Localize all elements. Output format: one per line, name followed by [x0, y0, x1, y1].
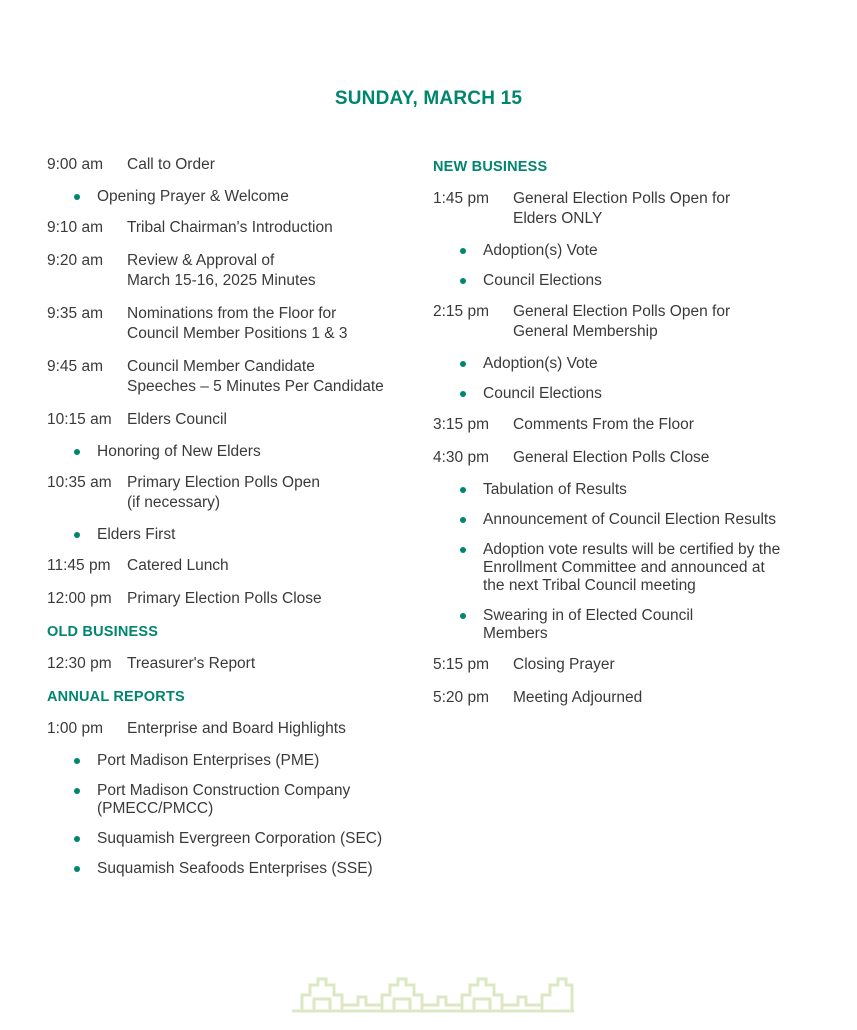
agenda-text: Call to Order: [127, 156, 215, 173]
agenda-bullet-line: Enrollment Committee and announced at: [483, 559, 765, 576]
agenda-bullet-line: Adoption vote results will be certified by the: [483, 541, 781, 558]
agenda-item-treasurer-report: [47, 654, 419, 674]
agenda-time: 9:20 am: [47, 252, 104, 269]
agenda-bullet: [433, 541, 833, 595]
agenda-bullet-line: Members: [483, 625, 548, 642]
agenda-item-candidate-speeches: [47, 357, 419, 397]
agenda-bullet: Elders First: [47, 526, 419, 544]
agenda-bullet: Port Madison Enterprises (PME): [47, 752, 419, 770]
agenda-item-call-to-order: [47, 155, 419, 175]
agenda-time: 9:00 am: [47, 156, 104, 173]
agenda-time: 9:10 am: [47, 219, 104, 236]
agenda-bullet: Adoption(s) Vote: [433, 242, 833, 260]
agenda-bullet: Council Elections: [433, 385, 833, 403]
agenda-time: 12:00 pm: [47, 590, 112, 607]
agenda-text-line: (if necessary): [127, 494, 221, 511]
agenda-time: 11:45 pm: [47, 557, 111, 574]
agenda-bullet-line: Port Madison Construction Company: [97, 782, 351, 799]
page-title: SUNDAY, MARCH 15: [334, 88, 523, 109]
agenda-text: Elders Council: [127, 411, 227, 428]
agenda-text: [127, 304, 419, 344]
agenda-left-column: [47, 155, 419, 890]
agenda-text: [127, 251, 419, 291]
agenda-item-nominations: [47, 304, 419, 344]
agenda-time: 5:15 pm: [433, 656, 490, 673]
agenda-bullet-line: Swearing in of Elected Council: [483, 607, 694, 624]
section-heading-old-business: OLD BUSINESS: [47, 624, 159, 640]
agenda-text-line: Nominations from the Floor for: [127, 305, 337, 322]
agenda-text: Comments From the Floor: [513, 416, 694, 433]
agenda-time: 2:15 pm: [433, 303, 490, 320]
agenda-item-adjourned: [433, 688, 833, 708]
agenda-text-line: Elders ONLY: [513, 210, 603, 227]
agenda-time: 3:15 pm: [433, 416, 490, 433]
agenda-text-line: Primary Election Polls Open: [127, 474, 320, 491]
agenda-bullet: Opening Prayer & Welcome: [47, 188, 419, 206]
agenda-text-line: Review & Approval of: [127, 252, 275, 269]
agenda-item-polls-close: [433, 448, 833, 468]
agenda-time: 4:30 pm: [433, 449, 490, 466]
agenda-bullet: Announcement of Council Election Results: [433, 511, 833, 529]
agenda-item-review-minutes: [47, 251, 419, 291]
agenda-right-column: [433, 155, 833, 721]
agenda-item-primary-polls-open: [47, 473, 419, 513]
agenda-item-elders-polls-open: [433, 189, 833, 229]
agenda-time: 9:35 am: [47, 305, 104, 322]
agenda-bullet: Tabulation of Results: [433, 481, 833, 499]
agenda-bullet: Suquamish Evergreen Corporation (SEC): [47, 830, 419, 848]
agenda-bullet: Council Elections: [433, 272, 833, 290]
agenda-text-line: General Election Polls Open for: [513, 303, 731, 320]
agenda-bullet: [433, 607, 833, 643]
agenda-time: 1:00 pm: [47, 720, 104, 737]
agenda-time: 12:30 pm: [47, 655, 112, 672]
agenda-text: [513, 302, 833, 342]
agenda-text-line: Speeches – 5 Minutes Per Candidate: [127, 378, 384, 395]
section-heading-new-business: NEW BUSINESS: [433, 159, 548, 175]
agenda-item-elders-council: [47, 410, 419, 430]
agenda-text: Closing Prayer: [513, 656, 615, 673]
agenda-bullet: Honoring of New Elders: [47, 443, 419, 461]
agenda-item-primary-polls-close: [47, 589, 419, 609]
agenda-text: Tribal Chairman's Introduction: [127, 219, 333, 236]
agenda-item-comments: [433, 415, 833, 435]
agenda-text: Catered Lunch: [127, 557, 229, 574]
agenda-text-line: March 15-16, 2025 Minutes: [127, 272, 316, 289]
decorative-border-ornament: [292, 975, 574, 1017]
agenda-text: [127, 473, 419, 513]
agenda-time: 5:20 pm: [433, 689, 490, 706]
agenda-text-line: General Election Polls Open for: [513, 190, 731, 207]
agenda-item-closing-prayer: [433, 655, 833, 675]
agenda-item-enterprise-highlights: [47, 719, 419, 739]
agenda-time: 1:45 pm: [433, 190, 490, 207]
agenda-time: 10:35 am: [47, 474, 112, 491]
agenda-text: [513, 189, 833, 229]
agenda-text: Meeting Adjourned: [513, 689, 643, 706]
agenda-text-line: Council Member Positions 1 & 3: [127, 325, 348, 342]
agenda-bullet: Suquamish Seafoods Enterprises (SSE): [47, 860, 419, 878]
agenda-text: Enterprise and Board Highlights: [127, 720, 346, 737]
agenda-bullet-line: (PMECC/PMCC): [97, 800, 214, 817]
agenda-item-lunch: [47, 556, 419, 576]
agenda-text: [127, 357, 419, 397]
agenda-time: 10:15 am: [47, 411, 112, 428]
agenda-text: Primary Election Polls Close: [127, 590, 322, 607]
agenda-time: 9:45 am: [47, 358, 104, 375]
agenda-text: Treasurer's Report: [127, 655, 256, 672]
agenda-text: General Election Polls Close: [513, 449, 710, 466]
agenda-item-chairman-intro: [47, 218, 419, 238]
agenda-bullet: [47, 782, 419, 818]
agenda-item-membership-polls-open: [433, 302, 833, 342]
agenda-bullet: Adoption(s) Vote: [433, 355, 833, 373]
agenda-text-line: Council Member Candidate: [127, 358, 315, 375]
agenda-bullet-line: the next Tribal Council meeting: [483, 577, 696, 594]
agenda-text-line: General Membership: [513, 323, 658, 340]
section-heading-annual-reports: ANNUAL REPORTS: [47, 689, 185, 705]
